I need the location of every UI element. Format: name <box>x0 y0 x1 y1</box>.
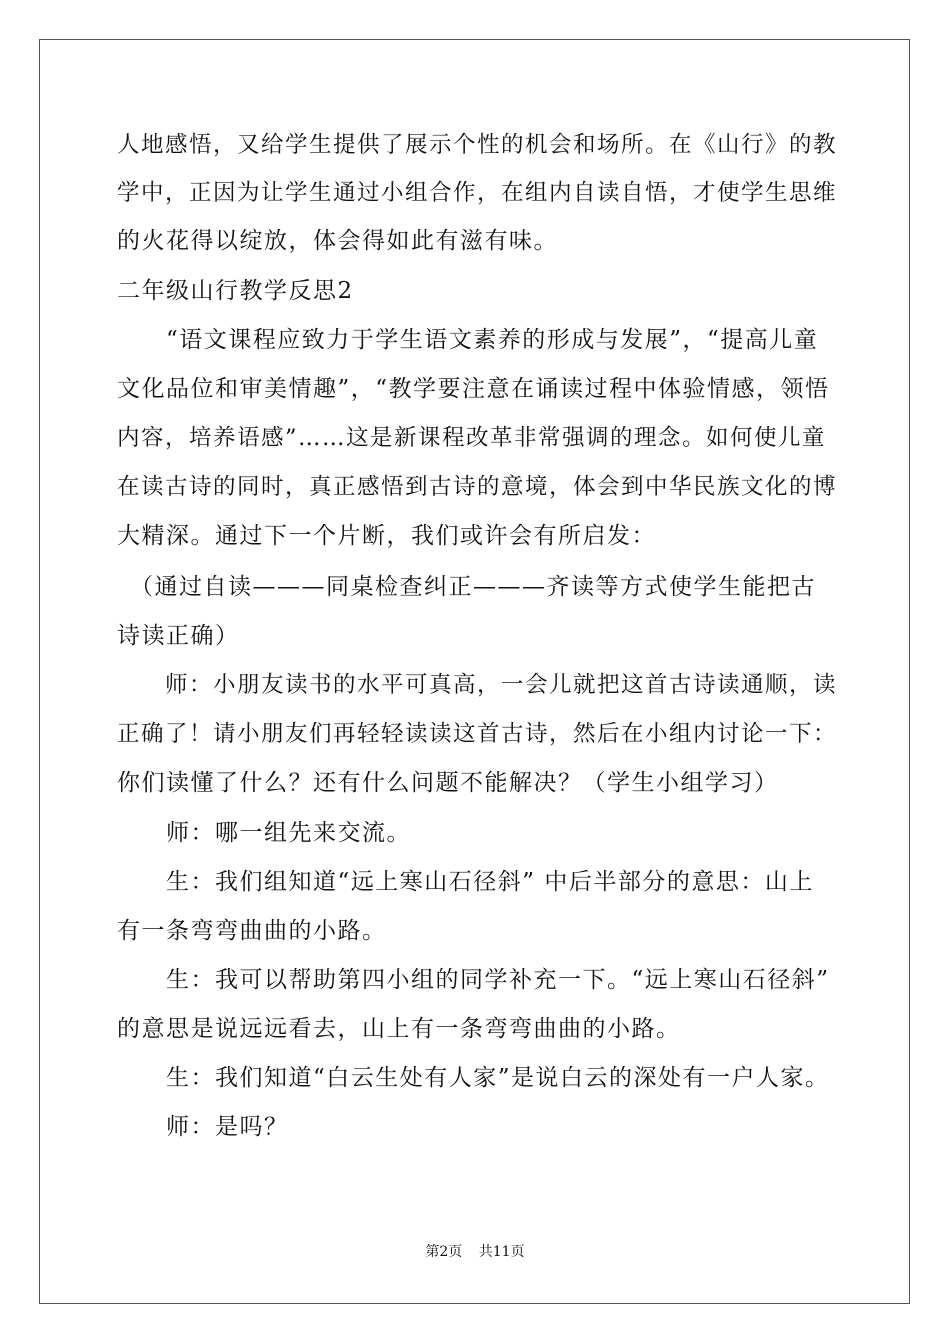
text-line: 师：是吗？ <box>117 1114 289 1140</box>
text-line: “语文课程应致力于学生语文素养的形成与发展”，“提高儿童 <box>117 327 819 353</box>
page-footer <box>0 1242 950 1262</box>
page-number: 第2页 <box>425 1244 463 1260</box>
text-line: 的火花得以绽放，体会得如此有滋有味。 <box>117 228 558 254</box>
text-line: 大精深。通过下一个片断，我们或许会有所启发： <box>117 523 656 549</box>
text-line: 师：哪一组先来交流。 <box>117 820 411 846</box>
text-line: 生：我可以帮助第四小组的同学补充一下。“远上寒山石径斜” <box>117 967 830 993</box>
text-line: 人地感悟，又给学生提供了展示个性的机会和场所。在《山行》的教 <box>117 132 838 158</box>
text-line: 生：我们知道“白云生处有人家”是说白云的深处有一户人家。 <box>117 1065 830 1091</box>
text-line: 生：我们组知道“远上寒山石径斜” 中后半部分的意思：山上 <box>117 869 814 895</box>
text-line: （通过自读———同桌检查纠正———齐读等方式使学生能把古 <box>117 574 816 600</box>
text-line: 在读古诗的同时，真正感悟到古诗的意境，体会到中华民族文化的博 <box>117 474 838 500</box>
text-line: 你们读懂了什么？还有什么问题不能解决？（学生小组学习） <box>117 770 779 796</box>
text-line: 诗读正确） <box>117 623 240 649</box>
text-line: 的意思是说远远看去，山上有一条弯弯曲曲的小路。 <box>117 1016 681 1042</box>
text-line: 有一条弯弯曲曲的小路。 <box>117 918 387 944</box>
section-heading: 二年级山行教学反思2 <box>117 278 354 304</box>
text-line: 师：小朋友读书的水平可真高，一会儿就把这首古诗读通顺，读 <box>117 672 838 698</box>
text-line: 正确了！请小朋友们再轻轻读读这首古诗，然后在小组内讨论一下： <box>117 721 838 747</box>
page-total: 共11页 <box>478 1244 525 1260</box>
text-line: 文化品位和审美情趣”，“教学要注意在诵读过程中体验情感，领悟 <box>117 376 830 402</box>
text-line: 学中，正因为让学生通过小组合作，在组内自读自悟，才使学生思维 <box>117 180 838 206</box>
text-line: 内容，培养语感”……这是新课程改革非常强调的理念。如何使儿童 <box>117 425 827 451</box>
